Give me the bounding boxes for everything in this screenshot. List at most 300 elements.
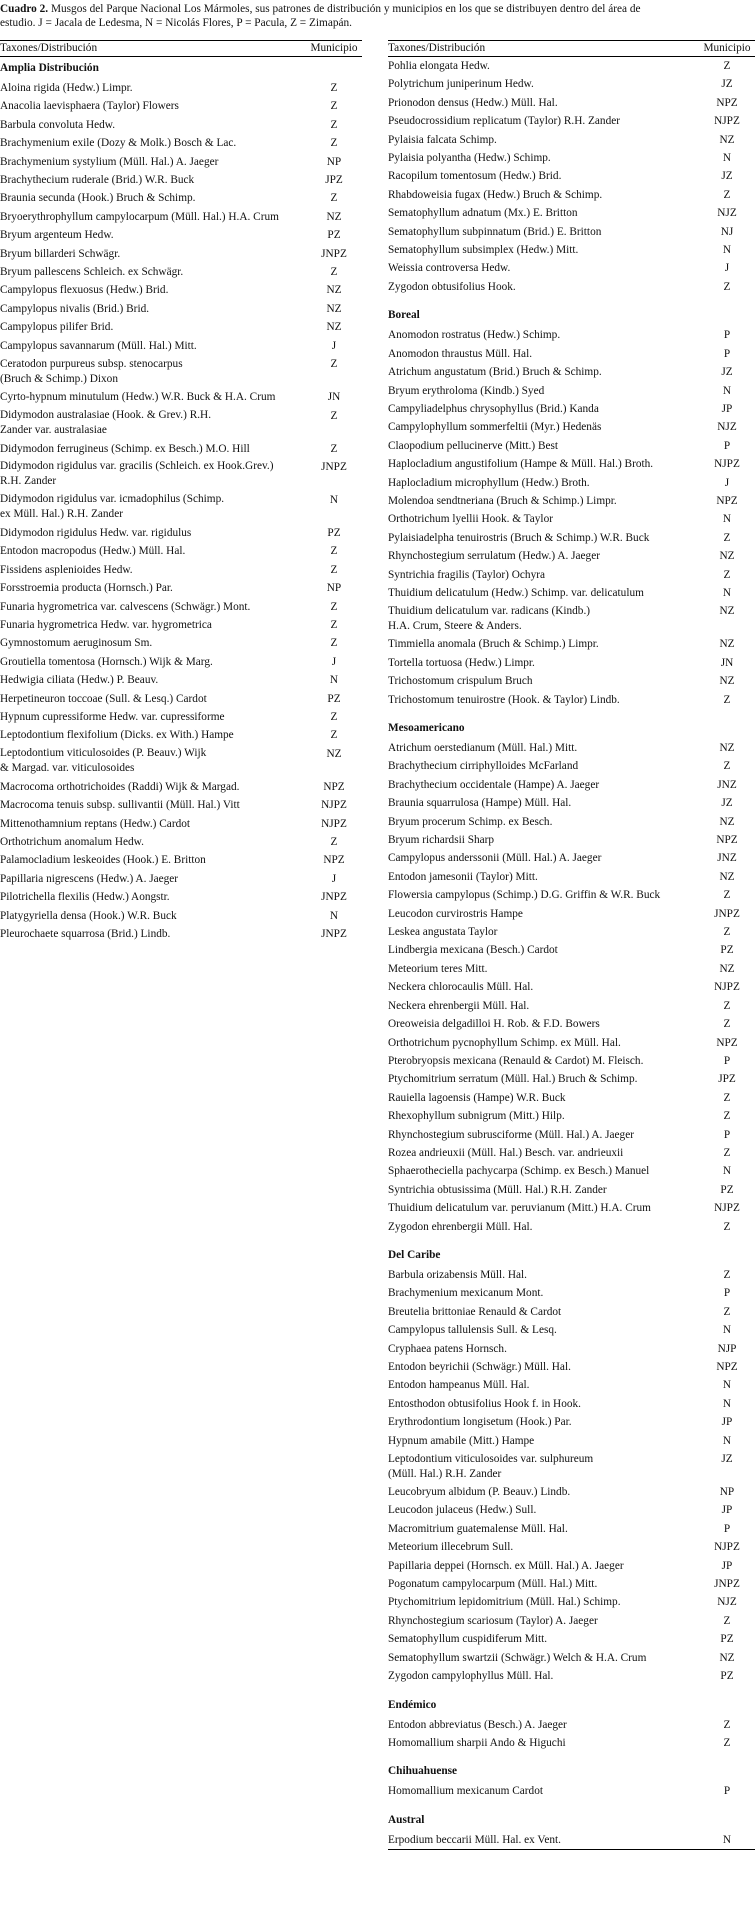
table-row (388, 566, 755, 584)
municipio-header: Municipio (310, 42, 358, 54)
taxon-name: Cyrto-hypnum minutulum (Hedw.) W.R. Buck & H.A. Crum (0, 391, 276, 404)
municipio-code: Z (330, 545, 338, 558)
municipio-code: NJPZ (714, 981, 740, 994)
taxon-name: Pseudocrossidium replicatum (Taylor) R.H. Zander (388, 115, 620, 128)
caption-text-2: estudio. J = Jacala de Ledesma, N = Nicolás Flores, P = Pacula, Z = Zimapán. (0, 17, 352, 29)
municipio-code: Z (330, 729, 338, 742)
table-row (388, 1501, 755, 1519)
municipio-code: PZ (720, 1183, 734, 1196)
taxon-name: Papillaria deppei (Hornsch. ex Müll. Hal.) A. Jaeger (388, 1559, 624, 1572)
taxon-name: Anomodon rostratus (Hedw.) Schimp. (388, 329, 561, 342)
table-row (388, 1284, 755, 1302)
section-gap (388, 1236, 755, 1244)
taxon-name: Meteorium teres Mitt. (388, 962, 488, 975)
taxon-name: Papillaria nigrescens (Hedw.) A. Jaeger (0, 872, 179, 885)
municipio-code: P (723, 439, 731, 452)
municipio-code: NP (719, 1486, 735, 1499)
table-row (388, 849, 755, 867)
table-row (388, 492, 755, 510)
table-row (388, 382, 755, 400)
municipio-code: N (722, 152, 732, 165)
table-row (388, 510, 755, 528)
table-row (0, 208, 362, 226)
municipio-code: NZ (326, 210, 342, 223)
taxon-name: Entodon jamesonii (Taylor) Mitt. (388, 870, 538, 883)
taxon-name: Orthotrichum anomalum Hedw. (0, 836, 144, 848)
taxon-name: Pylaisia falcata Schimp. (388, 133, 497, 146)
table-row (388, 1070, 755, 1088)
table-row (0, 407, 362, 440)
table-row (388, 1649, 755, 1667)
municipio-code: N (722, 1379, 732, 1392)
taxon-name: Leskea angustata Taylor (388, 926, 498, 939)
table-row (0, 97, 362, 115)
table-row (0, 245, 362, 263)
taxon-name: Didymodon australasiae (Hook. & Grev.) R.H. Zander var. australasiae (0, 409, 212, 436)
table-row (0, 851, 362, 869)
municipio-code: J (331, 655, 337, 668)
municipio-code: N (329, 909, 339, 922)
municipio-code: P (723, 1054, 731, 1067)
municipio-code: NJPZ (714, 115, 740, 128)
table-row (388, 400, 755, 418)
taxon-name: Ptychomitrium serratum (Müll. Hal.) Bruch & Schimp. (388, 1073, 638, 1086)
municipio-code: Z (723, 1091, 731, 1104)
municipio-code: Z (330, 100, 338, 113)
table-row (0, 458, 362, 491)
taxon-name: Bryum argenteum Hedw. (0, 229, 114, 242)
municipio-code: Z (330, 82, 338, 94)
taxon-name: Rhynchostegium serrulatum (Hedw.) A. Jaeger (388, 550, 600, 563)
caption-text: Musgos del Parque Nacional Los Mármoles, sus patrones de distribución y municipios en los que se distribuyen dentro del área de (50, 3, 641, 15)
table-row (388, 923, 755, 941)
table-row (388, 654, 755, 672)
municipio-code: P (723, 1287, 731, 1300)
municipio-code: Z (330, 266, 338, 279)
table-row (388, 1630, 755, 1648)
table-row (0, 708, 362, 726)
taxon-name: Sphaerotheciella pachycarpa (Schimp. ex Besch.) Manuel (388, 1165, 650, 1178)
municipio-code: Z (723, 1268, 731, 1281)
taxon-name: Rhexophyllum subnigrum (Mitt.) Hilp. (388, 1110, 565, 1123)
taxon-name: Didymodon rigidulus Hedw. var. rigidulus (0, 526, 192, 539)
table-row (388, 1358, 755, 1376)
taxon-name: Brachythecium ruderale (Brid.) W.R. Buck (0, 174, 195, 187)
right-column-header (388, 40, 755, 57)
section-gap (388, 709, 755, 717)
table-row (0, 579, 362, 597)
table-row (0, 263, 362, 281)
taxon-name: Meteorium illecebrum Sull. (388, 1541, 514, 1554)
table-row (0, 653, 362, 671)
table-row (388, 886, 755, 904)
taxon-name: Entodon abbreviatus (Besch.) A. Jaeger (388, 1718, 567, 1731)
table-row (0, 300, 362, 318)
taxon-name: Haplocladium angustifolium (Hampe & Müll. Hal.) Broth. (388, 458, 654, 471)
taxon-name: Anomodon thraustus Müll. Hal. (388, 347, 533, 360)
table-row (388, 1266, 755, 1284)
table-row (388, 437, 755, 455)
taxon-name: Bryum procerum Schimp. ex Besch. (388, 815, 553, 828)
taxon-name: Campyliadelphus chrysophyllus (Brid.) Kanda (388, 402, 599, 415)
taxon-name: Cryphaea patens Hornsch. (388, 1342, 507, 1355)
municipio-code: NZ (326, 321, 342, 334)
taxon-name: Campylopus nivalis (Brid.) Brid. (0, 302, 150, 315)
municipio-code: Z (330, 409, 338, 422)
table-row (388, 57, 755, 75)
taxon-name: Gymnostomum aeruginosum Sm. (0, 637, 153, 650)
municipio-code: P (723, 1785, 731, 1798)
table-row (388, 1413, 755, 1431)
municipio-code: NZ (719, 638, 735, 651)
municipio-code: JPZ (325, 174, 343, 187)
municipio-code: Z (330, 358, 338, 371)
table-row (388, 259, 755, 277)
table-row (388, 223, 755, 241)
municipio-code: NZ (719, 675, 735, 688)
taxon-name: Neckera chlorocaulis Müll. Hal. (388, 981, 534, 994)
taxon-name: Leucodon julaceus (Hedw.) Sull. (388, 1504, 537, 1517)
table-row (388, 1321, 755, 1339)
table-row (388, 1181, 755, 1199)
section-gap (388, 1801, 755, 1809)
taxon-name: Leptodontium flexifolium (Dicks. ex With.) Hampe (0, 729, 234, 742)
table-row (0, 888, 362, 906)
municipio-code: JZ (721, 1453, 733, 1466)
taxon-name: Anacolia laevisphaera (Taylor) Flowers (0, 100, 179, 113)
municipio-code: P (723, 1128, 731, 1141)
municipio-code: PZ (720, 1633, 734, 1646)
taxon-name: Herpetineuron toccoae (Sull. & Lesq.) Cardot (0, 692, 207, 705)
table-row (388, 1199, 755, 1217)
municipio-code: Z (723, 1146, 731, 1159)
table-row (388, 1734, 755, 1752)
taxon-name: Breutelia brittoniae Renauld & Cardot (388, 1305, 562, 1318)
taxon-name: Platygyriella densa (Hook.) W.R. Buck (0, 909, 177, 922)
municipio-code: Z (330, 618, 338, 631)
taxon-name: Campylopus flexuosus (Hedw.) Brid. (0, 284, 169, 297)
table-row (0, 524, 362, 542)
table-row (0, 598, 362, 616)
table-row (388, 326, 755, 344)
table-row (0, 189, 362, 207)
municipio-code: NZ (719, 870, 735, 883)
section-gap (388, 296, 755, 304)
table-row (388, 75, 755, 93)
taxon-name: Oreoweisia delgadilloi H. Rob. & F.D. Bowers (388, 1018, 600, 1031)
municipio-code: JNPZ (321, 891, 347, 904)
municipio-code: NZ (719, 550, 735, 563)
municipio-code: Z (723, 188, 731, 201)
taxon-name: Pogonatum campylocarpum (Müll. Hal.) Mitt. (388, 1578, 598, 1591)
taxon-name: Rhynchostegium subrusciforme (Müll. Hal.) A. Jaeger (388, 1128, 634, 1141)
taxon-name: Didymodon rigidulus var. gracilis (Schleich. ex Hook.Grev.) R.H. Zander (0, 460, 274, 488)
taxon-name: Didymodon rigidulus var. icmadophilus (Schimp. ex Müll. Hal.) R.H. Zander (0, 493, 225, 521)
taxon-name: Forsstroemia producta (Hornsch.) Par. (0, 582, 173, 595)
taxon-name: Barbula convoluta Hedw. (0, 118, 116, 131)
table-row (388, 757, 755, 775)
table-row (0, 616, 362, 634)
taxon-name: Orthotrichum lyellii Hook. & Taylor (388, 513, 553, 526)
municipio-code: Z (330, 192, 338, 205)
taxon-name: Brachymenium mexicanum Mont. (388, 1287, 544, 1300)
municipio-code: PZ (720, 1670, 734, 1683)
municipio-code: Z (723, 1736, 731, 1749)
table-row (388, 776, 755, 794)
taxon-name: Flowersia campylopus (Schimp.) D.G. Griffin & W.R. Buck (388, 889, 661, 902)
table-row (0, 134, 362, 152)
table-row (0, 542, 362, 560)
table-row (0, 388, 362, 406)
municipio-code: NJZ (717, 421, 737, 434)
table-row (388, 1575, 755, 1593)
taxon-name: Entodon macropodus (Hedw.) Müll. Hal. (0, 545, 186, 558)
taxon-name: Campylopus savannarum (Müll. Hal.) Mitt. (0, 339, 197, 352)
municipio-code: NP (326, 582, 342, 595)
table-row (388, 1538, 755, 1556)
table-row (388, 1303, 755, 1321)
table-row (388, 149, 755, 167)
taxon-name: Pleurochaete squarrosa (Brid.) Lindb. (0, 928, 171, 941)
taxon-name: Pylaisia polyantha (Hedw.) Schimp. (388, 152, 551, 165)
taxon-name: Atrichum oerstedianum (Müll. Hal.) Mitt. (388, 742, 578, 754)
taxon-name: Hypnum amabile (Mitt.) Hampe (388, 1434, 535, 1447)
table-row (388, 831, 755, 849)
taxon-name: Campylopus anderssonii (Müll. Hal.) A. Jaeger (388, 852, 602, 865)
municipio-code: Z (723, 926, 731, 939)
municipio-code: Z (723, 60, 731, 72)
municipio-code: N (722, 1324, 732, 1337)
municipio-code: Z (330, 600, 338, 613)
taxon-name: Tortella tortuosa (Hedw.) Limpr. (388, 656, 535, 669)
municipio-code: JZ (721, 797, 733, 810)
taxon-name: Trichostomum tenuirostre (Hook. & Taylor) Lindb. (388, 693, 620, 706)
taxon-name: Bryum erythroloma (Kindb.) Syed (388, 384, 545, 397)
municipio-code: JZ (721, 78, 733, 91)
taxon-name: Polytrichum juniperinum Hedw. (388, 78, 534, 91)
taxon-name: Zygodon ehrenbergii Müll. Hal. (388, 1220, 533, 1233)
section-heading: Del Caribe (388, 1248, 441, 1261)
taxon-name: Erpodium beccarii Müll. Hal. ex Vent. (388, 1833, 561, 1846)
municipio-code: Z (723, 1614, 731, 1627)
municipio-code: Z (723, 1718, 731, 1731)
municipio-code: JNPZ (714, 907, 740, 920)
taxon-name: Hedwigia ciliata (Hedw.) P. Beauv. (0, 674, 159, 687)
municipio-code: Z (330, 137, 338, 150)
municipio-code: P (723, 347, 731, 360)
taxon-name: Pterobryopsis mexicana (Renauld & Cardot) M. Fleisch. (388, 1054, 644, 1067)
taxon-name: Macrocoma tenuis subsp. sullivantii (Müll. Hal.) Vitt (0, 799, 240, 812)
municipio-code: N (722, 384, 732, 397)
table-row (388, 186, 755, 204)
municipio-code: JNPZ (321, 247, 347, 260)
table-row (388, 529, 755, 547)
taxon-name: Haplocladium microphyllum (Hedw.) Broth. (388, 476, 590, 489)
table-row (388, 635, 755, 653)
municipio-code: N (722, 1165, 732, 1178)
table-row (388, 739, 755, 757)
taxon-name: Sematophyllum swartzii (Schwägr.) Welch & H.A. Crum (388, 1651, 647, 1664)
table-row (0, 925, 362, 943)
taxon-name: Thuidium delicatulum var. radicans (Kindb.) H.A. Crum, Steere & Anders. (388, 604, 591, 632)
table-row (0, 440, 362, 458)
taxon-name: Leptodontium viticulosoides var. sulphureum (Müll. Hal.) R.H. Zander (388, 1452, 594, 1480)
taxon-name: Campylophyllum sommerfeltii (Myr.) Hedenäs (388, 421, 602, 434)
left-column (0, 40, 362, 943)
taxon-name: Groutiella tomentosa (Hornsch.) Wijk & Marg. (0, 655, 213, 668)
right-column (388, 40, 755, 1850)
table-row (388, 1450, 755, 1483)
table-row (0, 634, 362, 652)
municipio-code: J (724, 476, 730, 489)
taxon-name: Homomallium mexicanum Cardot (388, 1785, 543, 1798)
taxon-name: Ptychomitrium lepidomitrium (Müll. Hal.) Schimp. (388, 1596, 621, 1609)
section-heading: Endémico (388, 1698, 437, 1711)
caption-label: Cuadro 2. (0, 3, 49, 15)
municipio-code: NZ (719, 815, 735, 828)
municipio-code: NJP (717, 1342, 737, 1355)
table-row (388, 1089, 755, 1107)
taxon-name: Braunia squarrulosa (Hampe) Müll. Hal. (388, 797, 572, 810)
municipio-code: NZ (719, 605, 735, 618)
table-row (388, 1015, 755, 1033)
municipio-code: NJPZ (321, 817, 347, 830)
table-row (0, 491, 362, 524)
taxon-name: Bryum richardsii Sharp (388, 834, 495, 847)
taxon-name: Neckera ehrenbergii Müll. Hal. (388, 999, 530, 1012)
municipio-code: JP (721, 1504, 733, 1517)
municipio-code: J (331, 872, 337, 885)
taxon-name: Hypnum cupressiforme Hedw. var. cupressiforme (0, 710, 225, 723)
table-row (388, 1052, 755, 1070)
table-row (388, 1716, 755, 1734)
taxon-name: Syntrichia obtusissima (Müll. Hal.) R.H. Zander (388, 1183, 607, 1196)
table-row (0, 690, 362, 708)
municipio-code: N (329, 674, 339, 687)
municipio-code: Z (723, 568, 731, 581)
table-row (0, 833, 362, 851)
municipio-code: Z (723, 1305, 731, 1318)
taxon-name: Barbula orizabensis Müll. Hal. (388, 1268, 527, 1281)
municipio-code: NZ (719, 133, 735, 146)
taxon-name: Funaria hygrometrica var. calvescens (Schwägr.) Mont. (0, 600, 251, 613)
table-row (388, 1340, 755, 1358)
table-row (0, 778, 362, 796)
taxon-name: Entodon hampeanus Müll. Hal. (388, 1379, 530, 1392)
taxon-name: Brachythecium cirriphylloides McFarland (388, 760, 579, 773)
table-row (388, 94, 755, 112)
municipio-code: NZ (719, 962, 735, 975)
municipio-code: NPZ (716, 1361, 738, 1373)
table-row (0, 870, 362, 888)
section-heading: Mesoamericano (388, 722, 465, 734)
taxon-name: Aloina rigida (Hedw.) Limpr. (0, 82, 133, 94)
table-row (388, 1432, 755, 1450)
taxon-name: Zygodon obtusifolius Hook. (388, 280, 516, 293)
municipio-code: NJZ (717, 207, 737, 220)
taxon-name: Leucodon curvirostris Hampe (388, 907, 523, 920)
municipio-code: NJZ (717, 1596, 737, 1609)
taxon-name: Sematophyllum cuspidiferum Mitt. (388, 1633, 548, 1646)
taxon-name: Pylaisiadelpha tenuirostris (Bruch & Schimp.) W.R. Buck (388, 531, 650, 544)
table-row (388, 905, 755, 923)
table-row (0, 671, 362, 689)
taxon-name: Rauiella lagoensis (Hampe) W.R. Buck (388, 1091, 566, 1104)
municipio-code: JN (327, 391, 341, 404)
taxon-name: Rozea andrieuxii (Müll. Hal.) Besch. var. andrieuxii (388, 1146, 624, 1159)
taxon-name: Brachymenium systylium (Müll. Hal.) A. Jaeger (0, 155, 219, 168)
taxon-name: Lindbergia mexicana (Besch.) Cardot (388, 944, 558, 957)
municipio-code: Z (723, 999, 731, 1012)
municipio-header: Municipio (703, 42, 751, 54)
taxa-header: Taxones/Distribución (388, 42, 486, 54)
left-column-header (0, 40, 362, 57)
table-row (388, 1395, 755, 1413)
municipio-code: NPZ (716, 96, 738, 109)
section-gap (388, 1686, 755, 1694)
table-row (388, 418, 755, 436)
table-row (0, 745, 362, 778)
taxon-name: Brachythecium occidentale (Hampe) A. Jaeger (388, 778, 600, 791)
table-row (0, 796, 362, 814)
taxon-name: Pilotrichella flexilis (Hedw.) Aongstr. (0, 891, 170, 904)
taxon-name: Didymodon ferrugineus (Schimp. ex Besch.) M.O. Hill (0, 442, 250, 455)
table-row (388, 1520, 755, 1538)
table-row (388, 345, 755, 363)
municipio-code: JZ (721, 366, 733, 379)
table-row (388, 1612, 755, 1630)
municipio-code: Z (330, 442, 338, 455)
taxon-name: Leucobryum albidum (P. Beauv.) Lindb. (388, 1486, 571, 1499)
taxon-name: Entodon beyrichii (Schwägr.) Müll. Hal. (388, 1361, 571, 1373)
table-row (0, 318, 362, 336)
table-row (388, 1144, 755, 1162)
municipio-code: Z (330, 563, 338, 576)
municipio-code: Z (723, 1110, 731, 1123)
table-row (388, 1034, 755, 1052)
municipio-code: Z (723, 1018, 731, 1031)
section-gap (388, 1752, 755, 1760)
taxon-name: Rhabdoweisia fugax (Hedw.) Bruch & Schimp. (388, 188, 603, 201)
municipio-code: NJ (720, 225, 734, 238)
municipio-code: Z (723, 889, 731, 902)
municipio-code: NPZ (323, 780, 345, 793)
municipio-code: JNZ (717, 852, 737, 865)
taxon-name: Bryoerythrophyllum campylocarpum (Müll. Hal.) H.A. Crum (0, 210, 279, 223)
municipio-code: JN (720, 656, 734, 669)
municipio-code: NPZ (716, 494, 738, 507)
taxon-name: Braunia secunda (Hook.) Bruch & Schimp. (0, 192, 196, 205)
table-row (388, 1376, 755, 1394)
taxon-name: Palamocladium leskeoides (Hook.) E. Britton (0, 854, 206, 867)
table-row (388, 241, 755, 259)
municipio-code: NPZ (716, 1036, 738, 1049)
taxon-name: Zygodon campylophyllus Müll. Hal. (388, 1670, 554, 1683)
municipio-code: NZ (719, 1651, 735, 1664)
municipio-code: N (722, 513, 732, 526)
taxon-name: Rhynchostegium scariosum (Taylor) A. Jaeger (388, 1614, 598, 1627)
municipio-code: PZ (327, 692, 341, 705)
table-row (0, 79, 362, 97)
municipio-code: JP (721, 1559, 733, 1572)
taxon-name: Mittenothamnium reptans (Hedw.) Cardot (0, 817, 191, 830)
table-row (388, 1831, 755, 1849)
table-row (388, 474, 755, 492)
municipio-code: NJPZ (714, 1541, 740, 1554)
taxon-name: Thuidium delicatulum var. peruvianum (Mitt.) H.A. Crum (388, 1202, 651, 1215)
municipio-code: Z (723, 760, 731, 773)
table-bottom-rule (388, 1849, 755, 1850)
